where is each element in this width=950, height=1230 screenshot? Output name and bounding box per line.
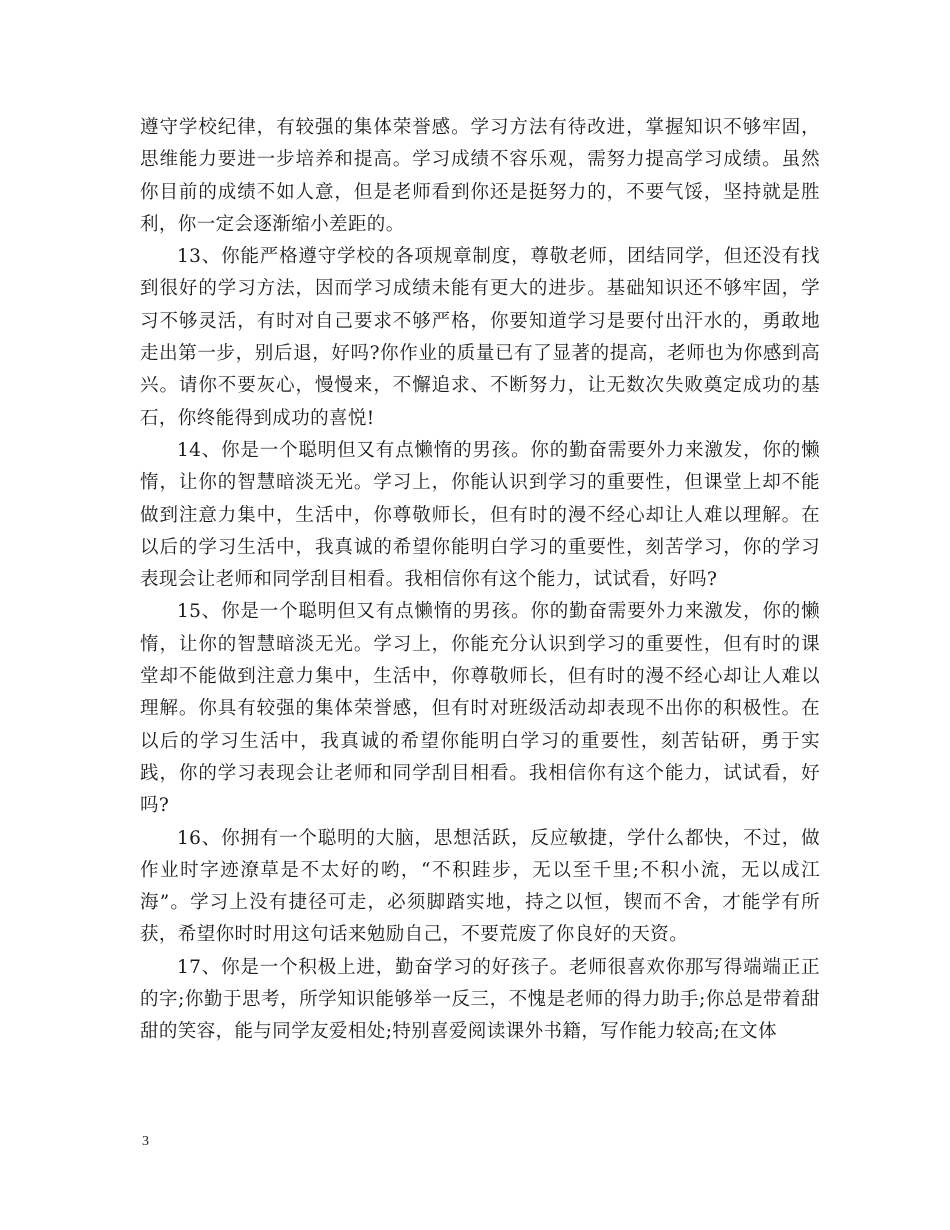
paragraph-17: 17、你是一个积极上进，勤奋学习的好孩子。老师很喜欢你那写得端端正正的字;你勤于思考，所学知识能够举一反三，不愧是老师的得力助手;你总是带着甜甜的笑容，能与同学友爱相处;特别喜爱阅读课外书籍，写作能力较高;在文体 bbox=[140, 956, 820, 1043]
paragraph-continued: 遵守学校纪律，有较强的集体荣誉感。学习方法有待改进，掌握知识不够牢固，思维能力要进一步培养和提高。学习成绩不容乐观，需努力提高学习成绩。虽然你目前的成绩不如人意，但是老师看到你还是挺努力的，不要气馁，坚持就是胜利，你一定会逐渐缩小差距的。 bbox=[140, 117, 820, 235]
paragraph-13: 13、你能严格遵守学校的各项规章制度，尊敬老师，团结同学，但还没有找到很好的学习方法，因而学习成绩未能有更大的进步。基础知识还不够牢固，学习不够灵活，有时对自己要求不够严格，你要知道学习是要付出汗水的，勇敢地走出第一步，别后退，好吗?你作业的质量已有了显著的提高，老师也为你感到高兴。请你不要灰心，慢慢来，不懈追求、不断努力，让无数次失败奠定成功的基石，你终能得到成功的喜悦! bbox=[140, 246, 820, 429]
body-text bbox=[140, 112, 820, 1049]
paragraph-16: 16、你拥有一个聪明的大脑，思想活跃，反应敏捷，学什么都快，不过，做作业时字迹潦草是不太好的哟，“不积跬步，无以至千里;不积小流，无以成江海”。学习上没有捷径可走，必须脚踏实地，持之以恒，锲而不舍，才能学有所获，希望你时时用这句话来勉励自己，不要荒废了你良好的天资。 bbox=[140, 827, 820, 946]
paragraph-14: 14、你是一个聪明但又有点懒惰的男孩。你的勤奋需要外力来激发，你的懒惰，让你的智慧暗淡无光。学习上，你能认识到学习的重要性，但课堂上却不能做到注意力集中，生活中，你尊敬师长，但有时的漫不经心却让人难以理解。在以后的学习生活中，我真诚的希望你能明白学习的重要性，刻苦学习，你的学习表现会让老师和同学刮目相看。我相信你有这个能力，试试看，好吗? bbox=[140, 439, 820, 591]
paragraph-15: 15、你是一个聪明但又有点懒惰的男孩。你的勤奋需要外力来激发，你的懒惰，让你的智慧暗淡无光。学习上，你能充分认识到学习的重要性，但有时的课堂却不能做到注意力集中，生活中，你尊敬师长，但有时的漫不经心却让人难以理解。你具有较强的集体荣誉感，但有时对班级活动却表现不出你的积极性。在以后的学习生活中，我真诚的希望你能明白学习的重要性，刻苦钻研，勇于实践，你的学习表现会让老师和同学刮目相看。我相信你有这个能力，试试看，好吗? bbox=[140, 601, 820, 817]
page-number: 3 bbox=[142, 1134, 149, 1149]
